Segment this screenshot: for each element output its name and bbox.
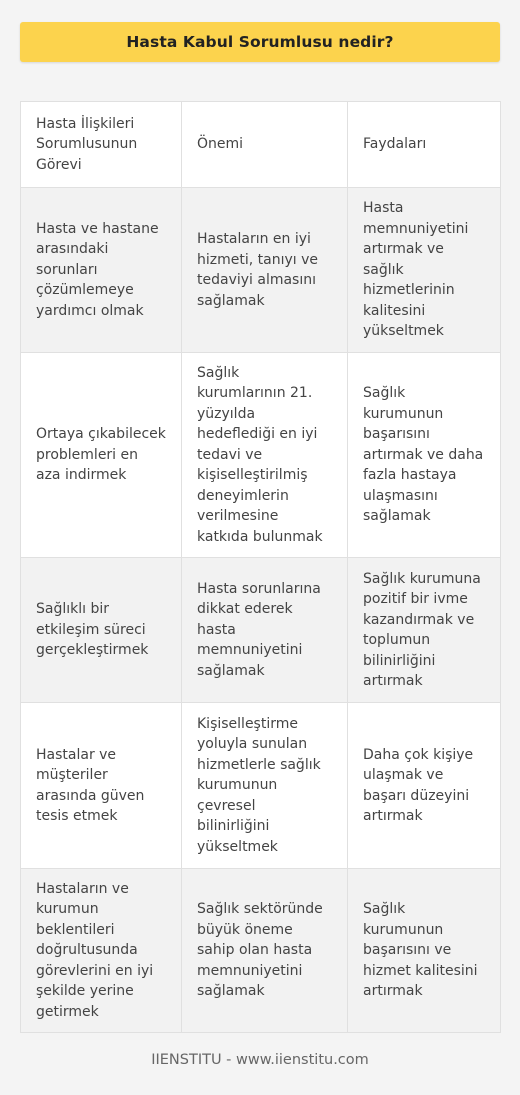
column-header: Faydaları	[348, 102, 501, 188]
table-header-row	[21, 102, 501, 188]
table-cell: Sağlık kurumunun başarısını ve hizmet kalitesini artırmak	[348, 869, 501, 1033]
table-cell: Hasta ve hastane arasındaki sorunları çözümlemeye yardımcı olmak	[21, 188, 182, 353]
table-cell: Sağlıklı bir etkileşim süreci gerçekleştirmek	[21, 558, 182, 703]
table-cell: Hasta memnuniyetini artırmak ve sağlık hizmetlerinin kalitesini yükseltmek	[348, 188, 501, 353]
table-row	[21, 703, 501, 869]
table-row	[21, 558, 501, 703]
table-cell: Sağlık kurumlarının 21. yüzyılda hedeflediği en iyi tedavi ve kişiselleştirilmiş deneyimlerin verilmesine katkıda bulunmak	[182, 353, 348, 558]
table-cell: Ortaya çıkabilecek problemleri en aza indirmek	[21, 353, 182, 558]
title-banner	[20, 22, 500, 62]
table-cell: Sağlık kurumuna pozitif bir ivme kazandırmak ve toplumun bilinirliğini artırmak	[348, 558, 501, 703]
page-title: Hasta Kabul Sorumlusu nedir?	[126, 33, 394, 51]
info-table	[20, 101, 501, 1033]
table-row	[21, 188, 501, 353]
table-cell: Hasta sorunlarına dikkat ederek hasta memnuniyetini sağlamak	[182, 558, 348, 703]
table-cell: Sağlık kurumunun başarısını artırmak ve daha fazla hastaya ulaşmasını sağlamak	[348, 353, 501, 558]
footer-credit: IIENSTITU - www.iienstitu.com	[151, 1052, 369, 1068]
table-row	[21, 353, 501, 558]
table-cell: Kişiselleştirme yoluyla sunulan hizmetlerle sağlık kurumunun çevresel bilinirliğini yükseltmek	[182, 703, 348, 869]
table-row	[21, 869, 501, 1033]
table-cell: Hastaların en iyi hizmeti, tanıyı ve tedaviyi almasını sağlamak	[182, 188, 348, 353]
table-cell: Daha çok kişiye ulaşmak ve başarı düzeyini artırmak	[348, 703, 501, 869]
column-header: Hasta İlişkileri Sorumlusunun Görevi	[21, 102, 182, 188]
table-cell: Sağlık sektöründe büyük öneme sahip olan hasta memnuniyetini sağlamak	[182, 869, 348, 1033]
column-header: Önemi	[182, 102, 348, 188]
table-cell: Hastalar ve müşteriler arasında güven tesis etmek	[21, 703, 182, 869]
table-cell: Hastaların ve kurumun beklentileri doğrultusunda görevlerini en iyi şekilde yerine getirmek	[21, 869, 182, 1033]
